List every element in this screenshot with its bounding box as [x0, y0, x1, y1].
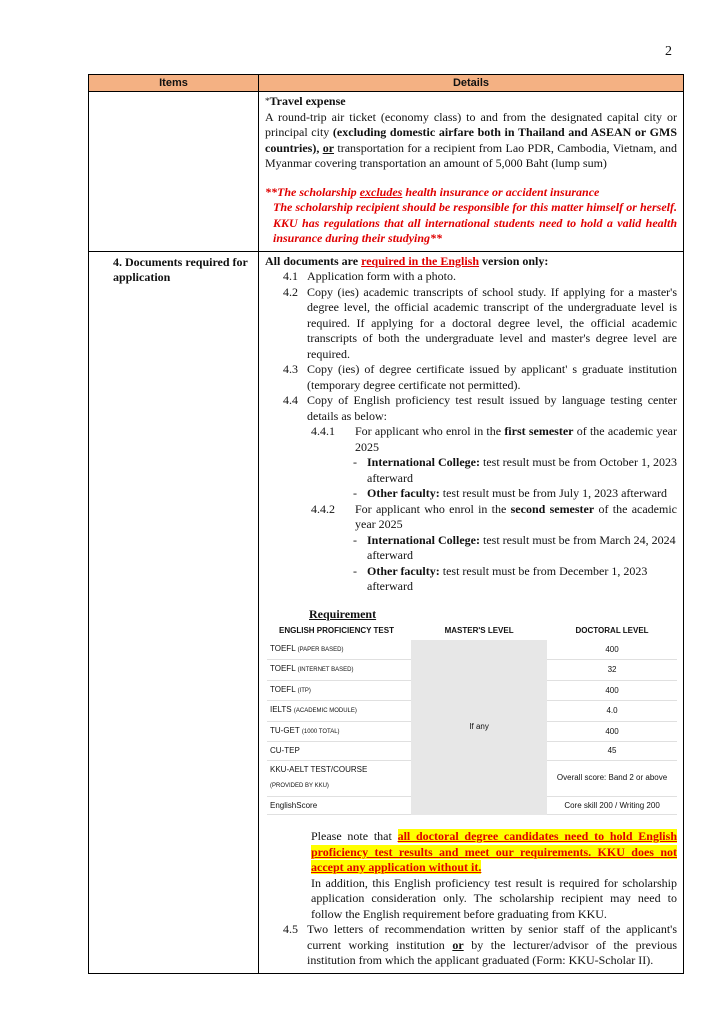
travel-title: Travel expense [269, 94, 346, 108]
req-test: TOEFL [270, 664, 296, 673]
table-header [89, 75, 683, 92]
dash-item [265, 564, 677, 595]
requirement-title: Requirement [309, 606, 377, 621]
text: For applicant who enrol in the [355, 424, 505, 438]
req-test-name [267, 796, 411, 815]
dash: - [353, 532, 357, 547]
req-test-name [267, 640, 411, 660]
req-test-name [267, 680, 411, 701]
req-test-detail: (ACADEMIC MODULE) [293, 708, 357, 714]
item-text: Application form with a photo. [307, 269, 456, 283]
documents-label-text: 4. Documents required for application [113, 254, 248, 284]
req-test-name [267, 660, 411, 681]
dash-label: Other faculty: [367, 486, 440, 500]
item-text: Copy (ies) academic transcripts of school study. If applying for a master's degree level, the official academic transcript of the undergraduate level is required. If applying for a doctoral degree level, the official academic transcripts of both the undergraduate level and master's degree level are required. [307, 284, 677, 361]
req-doctoral-value: Overall score: Band 2 or above [547, 760, 677, 796]
req-test-name [267, 742, 411, 761]
req-test-detail: (ITP) [297, 687, 311, 694]
highlighted-note: all doctoral degree candidates need to hold English proficiency test results and meet our requirements. KKU does not accept any application without it. [311, 829, 677, 874]
req-header-doctoral: DOCTORAL LEVEL [575, 626, 649, 635]
req-doctoral-value: Core skill 200 / Writing 200 [547, 796, 677, 815]
header-items: Items [89, 75, 259, 91]
req-test-name [267, 701, 411, 722]
req-test-name [267, 760, 411, 796]
requirement-table [267, 622, 677, 815]
item-number: 4.1 [283, 269, 298, 283]
intro-a: All documents are [265, 253, 362, 268]
dash-text: test result must be from March 24, 2024 afterward [367, 532, 676, 562]
or-text: or [452, 937, 464, 952]
text: by the lecturer/advisor of the previous institution from which the applicant graduated (Form: KKU-Scholar II). [307, 937, 677, 967]
req-test-detail: (PROVIDED BY KKU) [270, 783, 329, 789]
item-number: 4.3 [283, 362, 298, 376]
dash-item [265, 533, 677, 564]
item-4-1 [265, 269, 677, 285]
dash-text: test result must be from October 1, 2023 afterward [367, 455, 677, 485]
documents-details-cell [259, 252, 683, 973]
dash: - [353, 455, 357, 469]
item-4-2 [265, 285, 677, 363]
item-4-3 [265, 362, 677, 393]
travel-details-cell [259, 92, 683, 251]
header-details: Details [452, 77, 490, 89]
req-test: EnglishScore [270, 800, 318, 810]
dash: - [353, 563, 357, 578]
page-number: 2 [665, 44, 672, 59]
note-c: The scholarship recipient should be responsible for this matter himself or herself. KKU has regulations that all international students need to hold a valid health insurance during their studying** [273, 200, 677, 245]
item-4-5 [265, 922, 677, 969]
dash-item [265, 455, 677, 486]
travel-text: A round-trip air ticket (economy class) to and from the designated capital city or principal city [265, 109, 677, 139]
note-a: **The scholarship [265, 184, 360, 199]
item-4-4-2 [265, 502, 677, 533]
dash-label: Other faculty: [367, 563, 440, 578]
intro-b: version only: [479, 253, 549, 268]
item-4-4 [265, 393, 677, 424]
item-text: Copy of English proficiency test result issued by language testing center details as below: [307, 393, 677, 423]
note-intro: Please note that [311, 829, 398, 843]
documents-intro [265, 254, 677, 270]
note-b: health insurance or accident insurance [402, 184, 600, 199]
travel-rest: transportation for a recipient from Lao PDR, Cambodia, Vietnam, and Myanmar covering transportation an amount of 5,000 Baht (lump sum) [265, 140, 678, 170]
item-4-4-1 [265, 424, 677, 455]
dash-text: test result must be from July 1, 2023 afterward [439, 486, 668, 500]
req-doctoral-value: 4.0 [547, 701, 677, 722]
dash-text: test result must be from December 1, 2023 afterward [367, 563, 648, 593]
addition-paragraph: In addition, this English proficiency test result is required for scholarship application consideration only. The scholarship recipient may need to follow the English requirement before graduating from KKU. [311, 875, 677, 921]
dash-label: International College: [367, 455, 480, 469]
item-number: 4.2 [283, 284, 298, 299]
text: of the academic year 2025 [355, 424, 677, 454]
dash-label: International College: [367, 532, 480, 547]
travel-paragraph [265, 110, 677, 172]
req-doctoral-value: 400 [547, 721, 677, 742]
item-number: 4.4 [283, 393, 298, 407]
table-row [89, 251, 683, 973]
travel-bold-text: (excluding domestic airfare both in Thailand and ASEAN or GMS countries), [265, 125, 677, 155]
req-test-detail: (PAPER BASED) [297, 646, 344, 653]
documents-label [89, 252, 259, 973]
intro-underlined: required in the English [361, 253, 480, 268]
item-number: 4.5 [283, 922, 298, 936]
req-test: IELTS [270, 705, 292, 714]
travel-or: or [322, 140, 335, 155]
req-test-name [267, 721, 411, 742]
req-row [267, 640, 677, 660]
text: For applicant who enrol in the [355, 501, 511, 516]
star-marker: * [265, 96, 270, 106]
req-test: CU-TEP [270, 746, 300, 755]
semester: first semester [504, 424, 574, 438]
req-doctoral-value: 45 [547, 742, 677, 761]
text: Two letters of recommendation written by senior staff of the applicant's current working institution [307, 922, 677, 952]
req-test: KKU-AELT TEST/COURSE [270, 764, 368, 774]
dash-item [265, 486, 677, 502]
table-row [89, 92, 683, 251]
req-doctoral-value: 400 [547, 640, 677, 660]
note-excludes: excludes [359, 184, 403, 199]
doctoral-note [265, 829, 677, 876]
req-doctoral-value: 400 [547, 680, 677, 701]
text: of the academic year 2025 [355, 501, 677, 531]
dash: - [353, 486, 357, 500]
item-text: Copy (ies) of degree certificate issued by applicant' s graduate institution (temporary degree certificate not permitted). [307, 362, 677, 392]
req-test: TU-GET [270, 725, 300, 735]
req-test-detail: (INTERNET BASED) [297, 667, 354, 673]
insurance-note [265, 185, 677, 247]
req-test: TOEFL [270, 643, 296, 653]
req-doctoral-value: 32 [547, 660, 677, 681]
item-number: 4.4.2 [311, 501, 335, 516]
req-master-level: If any [411, 640, 547, 815]
item-number: 4.4.1 [311, 424, 335, 438]
req-test-detail: (1000 TOTAL) [301, 728, 340, 735]
req-test: TOEFL [270, 684, 296, 694]
semester: second semester [510, 501, 595, 516]
details-table [88, 74, 684, 974]
travel-label-cell [89, 92, 259, 251]
req-header-test: ENGLISH PROFICIENCY TEST [279, 626, 394, 635]
req-header-master: MASTER'S LEVEL [444, 626, 514, 635]
